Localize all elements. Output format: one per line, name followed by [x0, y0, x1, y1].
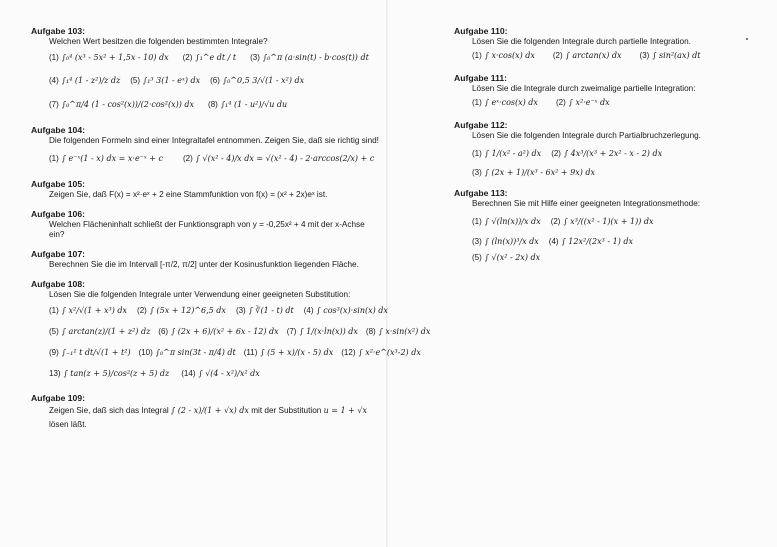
integral-item: (2) ∫ √(x² - 4)/x dx = √(x² - 4) - 2·arccos(2/x) + c [183, 153, 375, 163]
integral-item: (14) ∫ √(4 - x²)/x² dx [181, 369, 260, 378]
integral-item: (1) ∫₀⁴ (x³ - 5x² + 1,5x - 10) dx [49, 53, 169, 62]
integral-item: (2) ∫ (5x + 12)^6,5 dx [137, 306, 226, 315]
task-110 [454, 26, 764, 63]
integral-item: (1) ∫ √(ln(x))/x dx [472, 216, 541, 226]
task-title: Aufgabe 106: [31, 209, 85, 219]
integral-item: (2) ∫ x³/((x² - 1)(x + 1)) dx [550, 216, 654, 226]
right-column [454, 26, 764, 274]
integral-item: (5) ∫₁³ 3(1 - eˣ) dx [130, 75, 201, 85]
left-column [31, 26, 431, 441]
page-fold [386, 0, 388, 547]
task-text: Lösen Sie die folgenden Integrale durch partielle Integration. [472, 37, 691, 46]
integral-row [49, 321, 431, 342]
task-text: Die folgenden Formeln sind einer Integraltafel entnommen. Zeigen Sie, daß sie richtig sind! [49, 136, 379, 145]
integral-item: (3) ∫ (ln(x))³/x dx [472, 236, 539, 246]
integral-item: (10) ∫₀^π sin(3t - π/4) dt [138, 348, 236, 357]
task-title: Aufgabe 107: [31, 249, 85, 259]
integral-item: (3) ∫₀^π (a·sin(t) - b·cos(t)) dt [250, 53, 369, 62]
integral-item: (6) ∫₀^0,5 3/√(1 - x²) dx [210, 75, 305, 85]
task-text: Lösen Sie die folgenden Integrale unter Verwendung einer geeigneten Substitution: [49, 290, 351, 299]
task-text: Lösen Sie die Integrale durch zweimalige partielle Integration: [472, 84, 696, 93]
integral-item: (2) ∫₁^e dt / t [182, 53, 237, 62]
integral-item: (7) ∫₀^π/4 (1 - cos²(x))/(2·cos²(x)) dx [49, 99, 195, 109]
task-text: Welchen Flächeninhalt schließt der Funktionsgraph von y = -0,25x² + 4 mit der x-Achse ein? [49, 220, 365, 239]
integral-row [49, 146, 381, 170]
task-text: Zeigen Sie, daß F(x) = x²·eˣ + 2 eine Stammfunktion von f(x) = (x² + 2x)eˣ ist. [49, 190, 328, 199]
integral-item: (8) ∫₁⁴ (1 - u²)/√u du [208, 99, 288, 109]
integral-row [49, 92, 381, 116]
integral-row [49, 363, 381, 384]
task-text: Welchen Wert besitzen die folgenden bestimmten Integrale? [49, 37, 268, 46]
integral-item: (3) ∫ sin²(ax) dt [639, 50, 701, 60]
integral-row [472, 141, 764, 165]
task-text: Berechnen Sie mit Hilfe einer geeigneten Integrationsmethode: [472, 199, 701, 208]
integral-item: (1) ∫ x²/√(1 + x³) dx [49, 306, 128, 315]
integral-item: (2) ∫ 4x³/(x³ + 2x² - x - 2) dx [551, 148, 663, 158]
integral-row [472, 165, 764, 179]
integral-row [49, 342, 421, 363]
task-title: Aufgabe 105: [31, 179, 85, 189]
integral-item: (4) ∫ cos³(x)·sin(x) dx [303, 306, 388, 315]
task-title: Aufgabe 110: [454, 26, 508, 36]
task-title: Aufgabe 111: [454, 73, 508, 83]
task-title: Aufgabe 113: [454, 188, 508, 198]
integral-item: (8) ∫ x·sin(x²) dx [365, 327, 431, 336]
integral-row [49, 300, 388, 321]
task-text: Zeigen Sie, daß sich das Integral ∫ (2 - x)/(1 + √x) dx mit der Substitution u = 1 + √x lösen läßt. [49, 406, 368, 429]
integral-item: (4) ∫ 12x²/(2x³ - 1) dx [548, 236, 633, 246]
task-111 [454, 73, 764, 110]
integral-item: (1) ∫ x·cos(x) dx [472, 50, 535, 60]
task-title: Aufgabe 109: [31, 393, 85, 403]
task-106 [31, 209, 381, 240]
integral-item: (4) ∫₁⁴ (1 - z²)/z dz [49, 75, 121, 85]
integral-item: (3) ∫ ∛(1 - t) dt [235, 306, 294, 315]
task-109 [31, 393, 381, 432]
integral-item: (6) ∫ (2x + 6)/(x² + 6x - 12) dx [158, 327, 279, 336]
integral-item: (7) ∫ 1/(x·ln(x)) dx [286, 327, 358, 336]
task-113 [454, 188, 764, 265]
integral-item: (11) ∫ (5 + x)/(x - 5) dx [243, 348, 334, 357]
task-107 [31, 249, 381, 270]
integral-item: (2) ∫ arctan(x) dx [552, 50, 622, 60]
integral-item: (12) ∫ x²·e^(x³-2) dx [341, 348, 421, 357]
task-title: Aufgabe 104: [31, 125, 85, 135]
integral-row [49, 68, 381, 92]
task-title: Aufgabe 112: [454, 120, 508, 130]
task-title: Aufgabe 108: [31, 279, 85, 289]
integral-row [472, 249, 764, 265]
task-title: Aufgabe 103: [31, 26, 85, 36]
integral-item: (5) ∫ √(x² - 2x) dx [472, 252, 541, 262]
task-105 [31, 179, 381, 200]
integral-item: (2) ∫ x²·e⁻ˣ dx [555, 97, 610, 107]
integral-item: 13) ∫ tan(z + 5)/cos²(z + 5) dz [49, 369, 170, 378]
integral-row [472, 47, 764, 63]
integral-item: (1) ∫ 1/(x² - a²) dx [472, 148, 542, 158]
integral-item: (5) ∫ arctan(z)/(1 + z²) dz [49, 327, 151, 336]
integral-row [472, 209, 764, 233]
integral-item: (1) ∫ e⁻ˣ(1 - x) dx = x·e⁻ˣ + c [49, 153, 164, 163]
task-text: Lösen Sie die folgenden Integrale durch Partialbruchzerlegung. [472, 131, 701, 140]
task-108 [31, 279, 431, 384]
integral-item: (3) ∫ (2x + 1)/(x³ - 6x² + 9x) dx [472, 167, 596, 177]
integral-row [49, 47, 381, 68]
task-104 [31, 125, 381, 170]
integral-row [472, 94, 764, 110]
task-text: Berechnen Sie die im Intervall [-π/2, π/2] unter der Kosinusfunktion liegenden Fläche. [49, 260, 359, 269]
task-103 [31, 26, 381, 116]
integral-row [472, 233, 764, 249]
integral-item: (9) ∫₋₁¹ t dt/√(1 + t²) [49, 348, 131, 357]
integral-item: (1) ∫ eˣ·cos(x) dx [472, 97, 538, 107]
task-112 [454, 120, 764, 179]
